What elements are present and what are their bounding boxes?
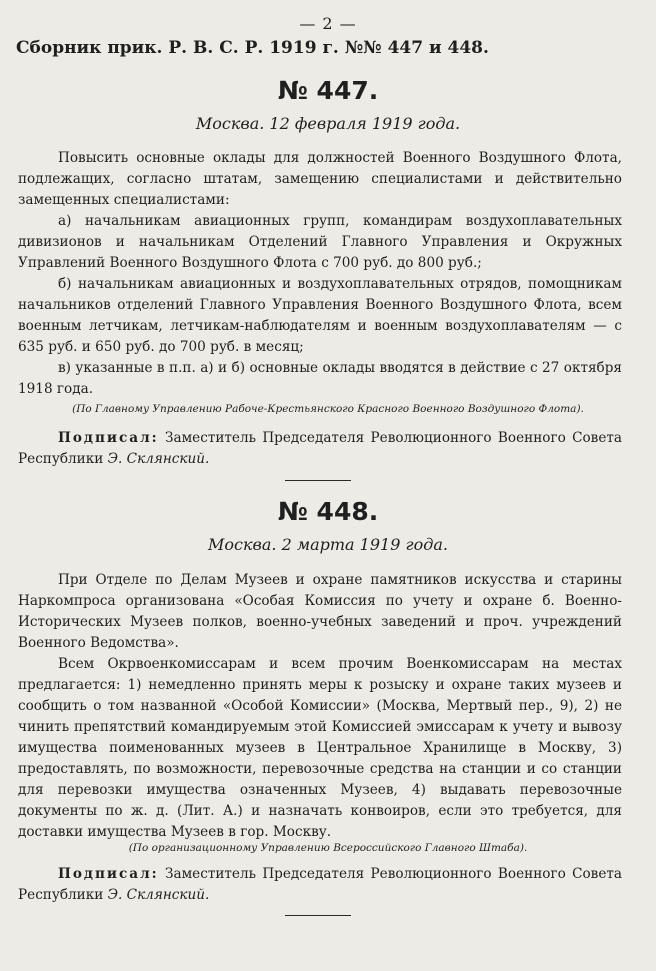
order-448-para-2: Всем Окрвоенкомиссарам и всем прочим Военкомиссарам на местах предлагается: 1) немедленно принять меры к розыску и охране таких музеев и сообщить о том названной «Особой Комиссии» (Москва, Мертвый пер., 9), 2) не чинить препятствий командируемым этой Комиссией эмиссарам к учету и вывозу имущества поименованных музеев в Центральное Хранилище в Москву, 3) предоставлять, по возможности, перевозочные средства на станции и со станции для перевозки имущества означенных Музеев, 4) выдавать перевозочные документы по ж. д. (Лит. А.) и назначать конвоиров, если это требуется, для доставки имущества Музеев в гор. Москву. <box>18 656 622 840</box>
order-447-signer-name: Э. Склянский. <box>107 451 210 467</box>
order-447-item-a: а) начальникам авиационных групп, командирам воздухоплавательных дивизионов и начальникам Отделений Главного Управления и Окружных Управлений Военного Воздушного Флота с 700 руб. до 800 руб.; <box>18 213 622 271</box>
order-447-intro: Повысить основные оклады для должностей Военного Воздушного Флота, подлежащих, согласно штатам, замещению специалистами и действительно замещенных специалистами: <box>18 150 622 208</box>
page-number: — 2 — <box>299 14 357 33</box>
order-447-signed-label: Подписал: <box>58 430 159 446</box>
order-447-signature <box>18 428 622 470</box>
order-447-item-c: в) указанные в п.п. а) и б) основные оклады вводятся в действие с 27 октября 1918 года. <box>18 360 622 397</box>
order-447-place-date: Москва. 12 февраля 1919 года. <box>195 114 461 133</box>
order-447-body <box>18 148 622 400</box>
order-448-place-date: Москва. 2 марта 1919 года. <box>208 535 448 554</box>
order-447-item-b: б) начальникам авиационных и воздухоплавательных отрядов, помощникам начальников отделений Главного Управления Военного Воздушного Флота, всем военным летчикам, летчикам-наблюдателям и военным воздухоплавателям — с 635 руб. и 650 руб. до 700 руб. в месяц; <box>18 276 622 355</box>
order-447-signed-text: Заместитель Председателя Революционного Военного Совета Республики <box>18 430 622 467</box>
end-divider <box>285 915 351 916</box>
order-447-number: № 447. <box>277 76 379 105</box>
order-448-source: (По организационному Управлению Всероссийского Главного Штаба). <box>128 842 528 854</box>
order-448-signed-text: Заместитель Председателя Революционного Военного Совета Республики <box>18 866 622 903</box>
section-divider <box>285 480 351 481</box>
order-448-signer-name: Э. Склянский. <box>107 887 210 903</box>
order-448-para-1: При Отделе по Делам Музеев и охране памятников искусства и старины Наркомпроса организована «Особая Комиссия по учету и охране б. Военно-Исторических Музеев полков, военно-учебных заведений и проч. учреждений Военного Ведомства». <box>18 572 622 651</box>
order-448-number: № 448. <box>277 497 379 526</box>
order-448-signature <box>18 864 622 906</box>
order-448-signed-label: Подписал: <box>58 866 159 882</box>
order-448-body <box>18 570 622 843</box>
running-header: Сборник прик. Р. В. С. Р. 1919 г. №№ 447 и 448. <box>16 38 489 58</box>
order-447-source: (По Главному Управлению Рабоче-Крестьянского Красного Военного Воздушного Флота). <box>72 403 584 415</box>
